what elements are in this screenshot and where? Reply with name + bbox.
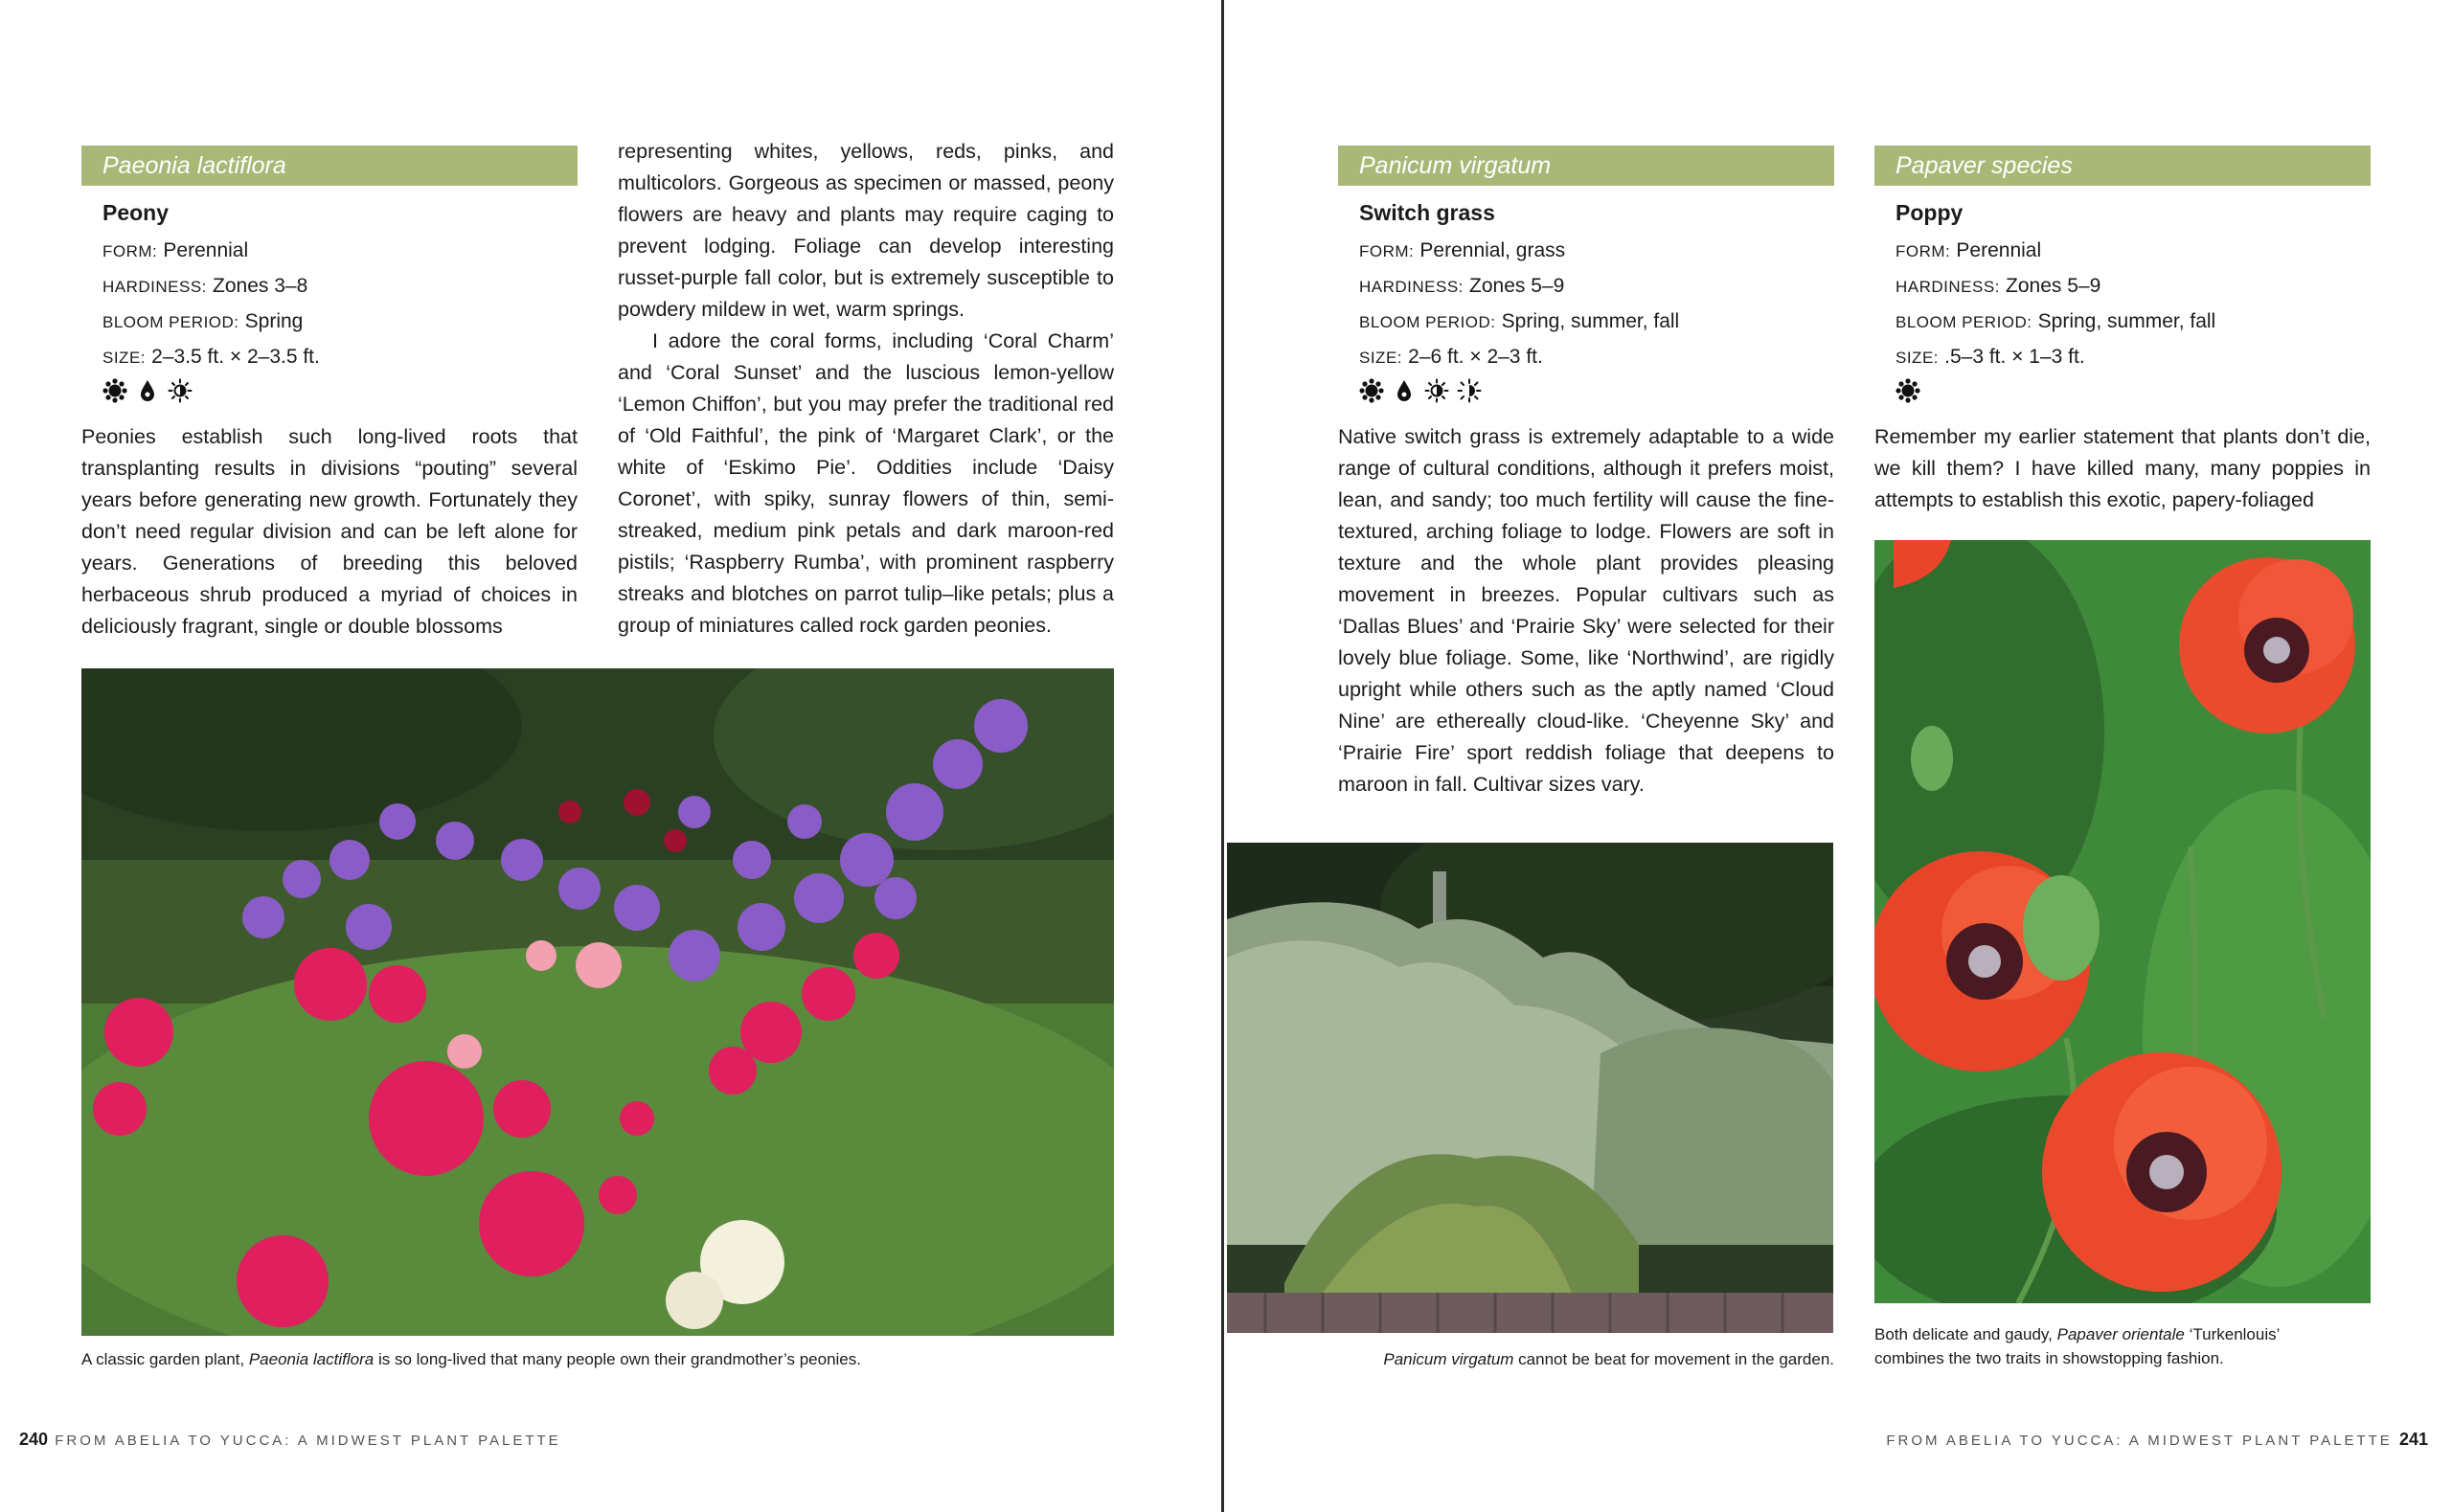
running-footer-right: FROM ABELIA TO YUCCA: A MIDWEST PLANT PALETTE (1886, 1433, 2393, 1449)
poppy-common-name: Poppy (1896, 200, 1964, 225)
poppy-latin-header (1874, 146, 2371, 186)
poppy-icons (1896, 378, 2374, 403)
peony-garden-photo (81, 668, 1114, 1336)
peony-body-col2: representing whites, yellows, reds, pinks, and multicolors. Gorgeous as specimen or massed, peony flowers are heavy and plants may require caging to prevent lodging. Foliage can develop interesting russet-purple fall color, but is extremely susceptible to powdery mildew in wet, warm springs. I adore the coral forms, including ‘Coral Charm’ and ‘Coral Sunset’ and the luscious lemon-yellow ‘Lemon Chiffon’, but you may prefer the traditional red of ‘Old Faithful’, the pink of ‘Margaret Clark’, or the white of ‘Eskimo Pie’. Oddities include ‘Daisy Coronet’, with spiky, sunray flowers of thin, semi-streaked, medium pink petals and dark maroon-red pistils; ‘Raspberry Rumba’, with prominent raspberry streaks and blotches on parrot tulip–like petals; plus a group of miniatures called rock garden peonies. (618, 140, 1114, 637)
switch-grass-hardiness-row: HARDINESS: Zones 5–9 (1359, 275, 1565, 297)
running-footer-left: FROM ABELIA TO YUCCA: A MIDWEST PLANT PALETTE (55, 1433, 561, 1449)
partial-sun-icon (168, 378, 193, 403)
switch-grass-latin-name: Panicum virgatum (1359, 152, 1552, 179)
poppy-bloom-row: BLOOM PERIOD: Spring, summer, fall (1896, 310, 2216, 332)
poppy-photo-caption: Both delicate and gaudy, Papaver orientale ‘Turkenlouis’ combines the two traits in showstopping fashion. (1874, 1325, 2280, 1367)
peony-bloom-row: BLOOM PERIOD: Spring (102, 310, 304, 332)
switch-grass-icons (1359, 378, 1838, 403)
right-page (1224, 0, 2452, 1512)
page-number-241: 241 (2398, 1430, 2428, 1449)
peony-body-col1: Peonies establish such long-lived roots that transplanting results in divisions “pouting” several years before generating new growth. Fortunately they don’t need regular division and can be left alone for years. Generations of breeding this beloved herbaceous shrub produced a myriad of choices in deliciously fragrant, single or double blossoms (81, 425, 578, 638)
peony-latin-header (81, 146, 578, 186)
switch-grass-size-row: SIZE: 2–6 ft. × 2–3 ft. (1359, 346, 1543, 368)
peony-size-row: SIZE: 2–3.5 ft. × 2–3.5 ft. (102, 346, 320, 368)
poppy-body: Remember my earlier statement that plants don’t die, we kill them? I have killed many, many poppies in attempts to establish this exotic, papery-foliaged (1874, 425, 2371, 511)
peony-icons (102, 378, 581, 403)
peony-common-name: Peony (102, 200, 170, 225)
switch-grass-body: Native switch grass is extremely adaptable to a wide range of cultural conditions, although it prefers moist, lean, and sandy; too much fertility will cause the fine-textured, arching foliage to lodge. Flowers are soft in texture and the whole plant provides pleasing movement in breezes. Popular cultivars such as ‘Dallas Blues’ and ‘Prairie Sky’ were selected for their lovely blue foliage. Some, like ‘Northwind’, are rigidly upright while others such as the aptly named ‘Cloud Nine’ are ethereally cloud-like. ‘Cheyenne Sky’ and ‘Prairie Fire’ sport reddish foliage that deepens to maroon in fall. Cultivar sizes vary. (1338, 425, 1834, 796)
peony-latin-name: Paeonia lactiflora (102, 152, 286, 179)
water-drop-icon (1392, 378, 1417, 403)
water-drop-icon (135, 378, 160, 403)
peony-hardiness-row: HARDINESS: Zones 3–8 (102, 275, 308, 297)
partial-sun-icon (1424, 378, 1449, 403)
switch-grass-entry (1359, 196, 1838, 403)
poppy-size-row: SIZE: .5–3 ft. × 1–3 ft. (1896, 346, 2085, 368)
page-number-240: 240 (19, 1430, 49, 1449)
sun-icon (102, 378, 127, 403)
switch-grass-form-row: FORM: Perennial, grass (1359, 239, 1566, 261)
switch-grass-common-name: Switch grass (1359, 200, 1495, 225)
sun-icon (1896, 378, 1920, 403)
poppy-entry (1896, 196, 2374, 403)
left-page-footer (19, 1430, 561, 1450)
peony-form-row: FORM: Perennial (102, 239, 249, 261)
poppy-photo (1874, 540, 2371, 1303)
switch-grass-latin-header (1338, 146, 1834, 186)
sun-icon (1359, 378, 1384, 403)
switch-grass-bloom-row: BLOOM PERIOD: Spring, summer, fall (1359, 310, 1680, 332)
shade-icon (1457, 378, 1482, 403)
left-page (0, 0, 1224, 1512)
right-page-footer (1886, 1430, 2428, 1450)
switch-grass-photo-caption: Panicum virgatum cannot be beat for movement in the garden. (1383, 1350, 1834, 1368)
switch-grass-photo (1227, 843, 1833, 1333)
poppy-latin-name: Papaver species (1896, 152, 2073, 179)
poppy-form-row: FORM: Perennial (1896, 239, 2042, 261)
peony-photo-caption: A classic garden plant, Paeonia lactiflora is so long-lived that many people own their grandmother’s peonies. (81, 1350, 861, 1368)
poppy-hardiness-row: HARDINESS: Zones 5–9 (1896, 275, 2101, 297)
peony-entry (102, 196, 581, 403)
